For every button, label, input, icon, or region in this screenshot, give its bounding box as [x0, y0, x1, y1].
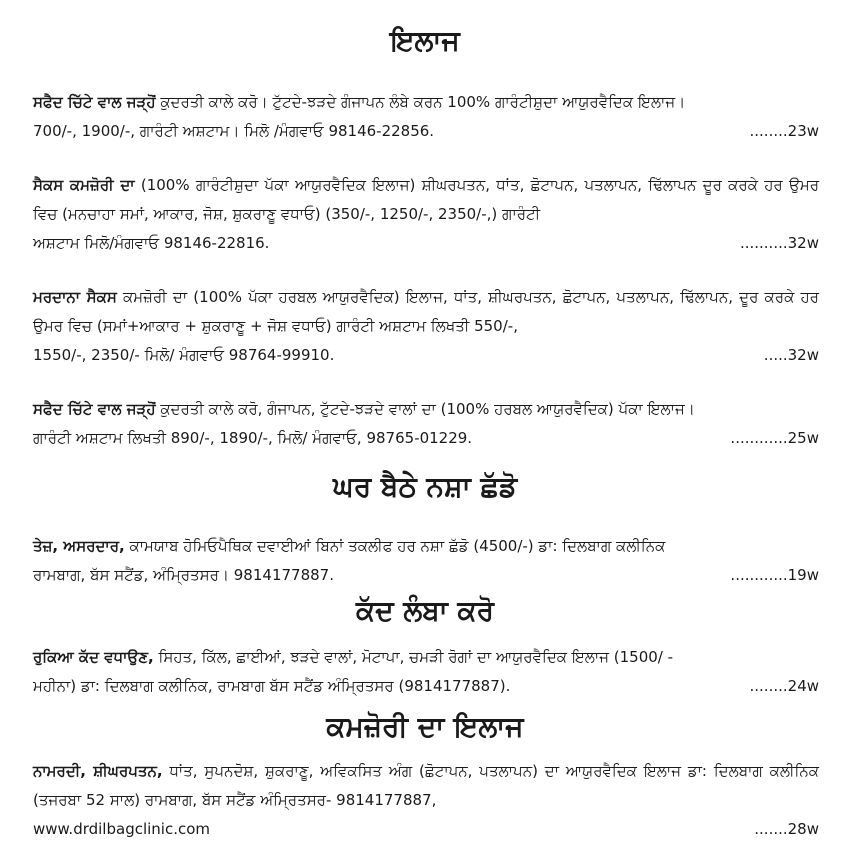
ad-addiction [33, 532, 819, 590]
ad-code: ............19w [730, 566, 819, 584]
ad-contact: ਅਸ਼ਟਾਮ ਮਿਲੋ/ਮੰਗਵਾਓ 98146-22816. [33, 234, 270, 252]
ad-body: (100% ਗਾਰੰਟੀਸ਼ੁਦਾ ਪੱਕਾ ਆਯੁਰਵੈਦਿਕ ਇਲਾਜ) ਸ਼ੀਘਰਪਤਨ, ਧਾਂਤ, ਛੋਟਾਪਨ, ਪਤਲਾਪਨ, ਢਿੱਲਾਪਨ ਦੂਰ ਕਰਕੇ ਹਰ ਉਮਰ ਵਿਚ (ਮਨਚਾਹਾ ਸਮਾਂ, ਆਕਾਰ, ਜੋਸ਼, ਸ਼ੁਕਰਾਣੂ ਵਧਾਓ) (350/-, 1250/-, 2350/-,) ਗਾਰੰਟੀ [33, 176, 819, 223]
ad-body: ਕਾਮਯਾਬ ਹੋਮਿਓਪੈਥਿਕ ਦਵਾਈਆਂ ਬਿਨਾਂ ਤਕਲੀਫ ਹਰ ਨਸ਼ਾ ਛੱਡੋ (4500/-) ਡਾ: ਦਿਲਬਾਗ ਕਲੀਨਿਕ [124, 537, 666, 555]
ad-body: ਸਿਹਤ, ਕਿੱਲ, ਛਾਈਆਂ, ਝੜਦੇ ਵਾਲਾਂ, ਮੋਟਾਪਾ, ਚਮੜੀ ਰੋਗਾਂ ਦਾ ਆਯੁਰਵੈਦਿਕ ਇਲਾਜ (1500/ - [153, 648, 674, 666]
section-heading-quit-addiction: ਘਰ ਬੈਠੇ ਨਸ਼ਾ ਛੱਡੋ [332, 470, 518, 503]
section-heading-height: ਕੱਦ ਲੰਬਾ ਕਰੋ [356, 594, 494, 627]
ad-contact: 1550/-, 2350/- ਮਿਲੋ/ ਮੰਗਵਾਓ 98764-99910. [33, 346, 335, 364]
ad-contact: ਰਾਮਬਾਗ, ਬੱਸ ਸਟੈਂਡ, ਅੰਮ੍ਰਿਤਸਰ। 9814177887. [33, 566, 334, 584]
ad-code: ........23w [749, 122, 819, 140]
ad-code: ........24w [749, 677, 819, 695]
ad-lead: ਸਫੈਦ ਚਿੱਟੇ ਵਾਲ ਜੜ੍ਹੋਂ [33, 400, 156, 418]
ad-white-hair-2 [33, 395, 819, 453]
ad-lead: ਤੇਜ਼, ਅਸਰਦਾਰ, [33, 537, 125, 555]
ad-height [33, 643, 819, 701]
ad-code: .......28w [754, 820, 819, 838]
ad-code: ............25w [730, 429, 819, 447]
ad-lead: ਸਫੈਦ ਚਿੱਟੇ ਵਾਲ ਜੜ੍ਹੋਂ [33, 93, 156, 111]
ad-code: .....32w [763, 346, 819, 364]
ad-code: ..........32w [739, 234, 819, 252]
ad-lead: ਮਰਦਾਨਾ ਸੈਕਸ [33, 288, 117, 306]
ad-sex-weakness [33, 171, 819, 258]
ad-body: ਕੁਦਰਤੀ ਕਾਲੇ ਕਰੋ। ਟੁੱਟਦੇ-ਝੜਦੇ ਗੰਜਾਪਨ ਲੰਬੇ ਕਰਨ 100% ਗਾਰੰਟੀਸ਼ੁਦਾ ਆਯੁਰਵੈਦਿਕ ਇਲਾਜ। [155, 93, 686, 111]
ad-lead: ਸੈਕਸ ਕਮਜ਼ੋਰੀ ਦਾ [33, 176, 135, 194]
ad-website: www.drdilbagclinic.com [33, 820, 211, 838]
ad-impotence [33, 757, 819, 844]
ad-contact: ਗਾਰੰਟੀ ਅਸ਼ਟਾਮ ਲਿਖਤੀ 890/-, 1890/-, ਮਿਲੋ/ ਮੰਗਵਾਓ, 98765-01229. [33, 429, 473, 447]
ad-white-hair-1 [33, 88, 819, 146]
ad-contact: 700/-, 1900/-, ਗਾਰੰਟੀ ਅਸ਼ਟਾਮ। ਮਿਲੋ /ਮੰਗਵਾਓ 98146-22856. [33, 122, 435, 140]
section-heading-weakness: ਕਮਜ਼ੋਰੀ ਦਾ ਇਲਾਜ [326, 710, 524, 743]
ad-male-sex-weakness [33, 283, 819, 370]
ad-body: ਕੁਦਰਤੀ ਕਾਲੇ ਕਰੋ, ਗੰਜਾਪਨ, ਟੁੱਟਦੇ-ਝੜਦੇ ਵਾਲਾਂ ਦਾ (100% ਹਰਬਲ ਆਯੁਰਵੈਦਿਕ) ਪੱਕਾ ਇਲਾਜ। [155, 400, 695, 418]
section-heading-treatment: ਇਲਾਜ [390, 24, 460, 57]
ad-lead: ਰੁਕਿਆ ਕੱਦ ਵਧਾਉਣ, [33, 648, 154, 666]
ad-body: ਕਮਜ਼ੋਰੀ ਦਾ (100% ਪੱਕਾ ਹਰਬਲ ਆਯੁਰਵੈਦਿਕ) ਇਲਾਜ, ਧਾਂਤ, ਸ਼ੀਘਰਪਤਨ, ਛੋਟਾਪਨ, ਪਤਲਾਪਨ, ਢਿੱਲਾਪਨ, ਦੂਰ ਕਰਕੇ ਹਰ ਉਮਰ ਵਿਚ (ਸਮਾਂ+ਆਕਾਰ + ਸ਼ੁਕਰਾਣੂ + ਜੋਸ਼ ਵਧਾਓ) ਗਾਰੰਟੀ ਅਸ਼ਟਾਮ ਲਿਖਤੀ 550/-, [33, 288, 819, 335]
ad-lead: ਨਾਮਰਦੀ, ਸ਼ੀਘਰਪਤਨ, [33, 762, 163, 780]
ad-body: ਧਾਂਤ, ਸੁਪਨਦੋਸ਼, ਸ਼ੁਕਰਾਣੂ, ਅਵਿਕਸਿਤ ਅੰਗ (ਛੋਟਾਪਨ, ਪਤਲਾਪਨ) ਦਾ ਆਯੁਰਵੈਦਿਕ ਇਲਾਜ ਡਾ: ਦਿਲਬਾਗ ਕਲੀਨਿਕ (ਤਜਰਬਾ 52 ਸਾਲ) ਰਾਮਬਾਗ, ਬੱਸ ਸਟੈਂਡ ਅੰਮ੍ਰਿਤਸਰ- 9814177887, [33, 762, 819, 809]
ad-contact: ਮਹੀਨਾ) ਡਾ: ਦਿਲਬਾਗ ਕਲੀਨਿਕ, ਰਾਮਬਾਗ ਬੱਸ ਸਟੈਂਡ ਅੰਮ੍ਰਿਤਸਰ (9814177887). [33, 677, 511, 695]
